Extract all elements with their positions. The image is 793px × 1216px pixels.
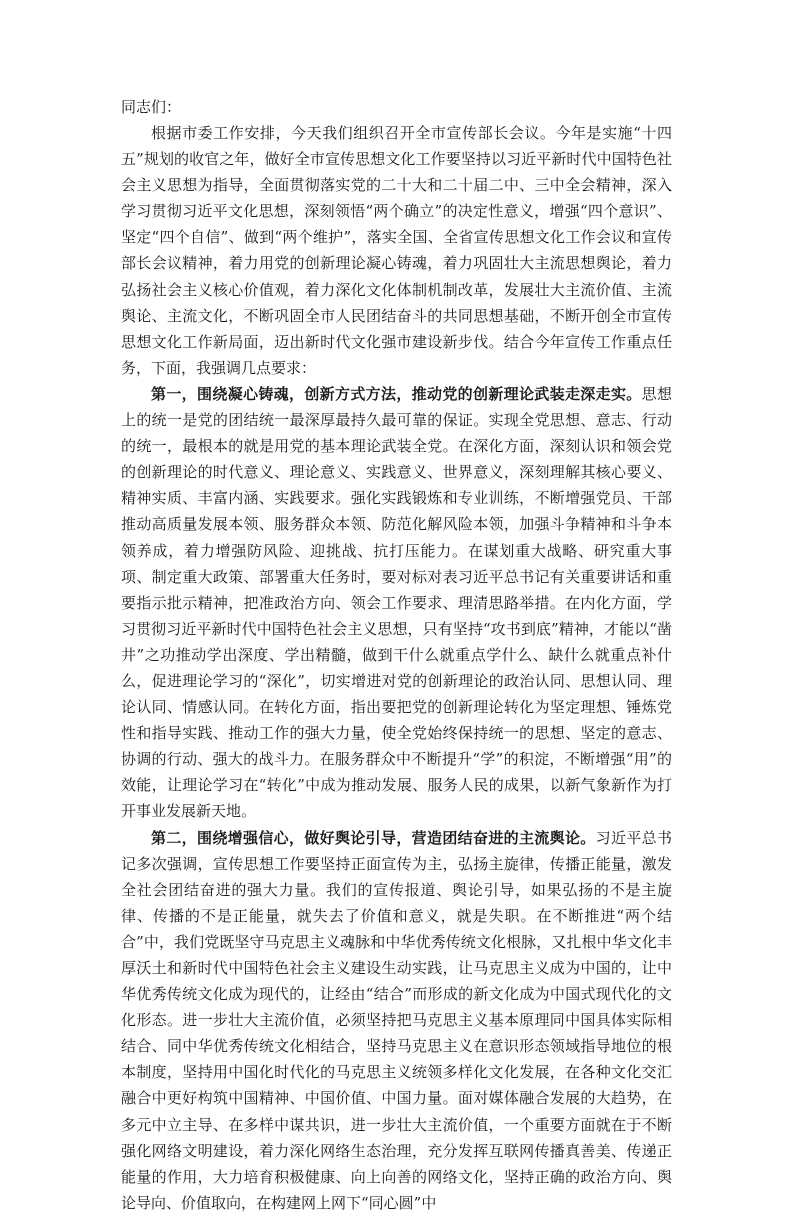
- salutation: 同志们：: [121, 98, 182, 116]
- section-two-body: 习近平总书记多次强调，宣传思想工作要坚持正面宣传为主，弘扬主旋律，传播正能量，激发全社会团结奋进的强大力量。我们的宣传报道、舆论引导，如果弘扬的不是主旋律、传播的不是正能量，就失去了价值和意义，就是失职。在不断推进“两个结合”中，我们党既坚守马克思主义魂脉和中华优秀传统文化根脉，又扎根中华文化丰厚沃土和新时代中国特色社会主义建设生动实践，让马克思主义成为中国的，让中华优秀传统文化成为现代的，让经由“结合”而形成的新文化成为中国式现代化的文化形态。进一步壮大主流价值，必须坚持把马克思主义基本原理同中国具体实际相结合、同中华优秀传统文化相结合，坚持马克思主义在意识形态领域指导地位的根本制度，坚持用中国化时代化的马克思主义统领多样化文化发展，在各种文化交汇融合中更好构筑中国精神、中国价值、中国力量。面对媒体融合发展的大趋势，在多元中立主导、在多样中谋共识，进一步壮大主流价值，一个重要方面就在于不断强化网络文明建设，着力深化网络生态治理，充分发挥互联网传播真善美、传递正能量的作用，大力培育积极健康、向上向善的网络文化，坚持正确的政治方向、舆论导向、价值取向，在构建网上网下“同心圆”中: [121, 828, 672, 1212]
- section-one-body: 思想上的统一是党的团结统一最深厚最持久最可靠的保证。实现全党思想、意志、行动的统一，最根本的就是用党的基本理论武装全党。在深化方面，深刻认识和领会党的创新理论的时代意义、理论意义、实践意义、世界意义，深刻理解其核心要义、精神实质、丰富内涵、实践要求。强化实践锻炼和专业训练，不断增强党员、干部推动高质量发展本领、服务群众本领、防范化解风险本领，加强斗争精神和斗争本领养成，着力增强防风险、迎挑战、抗打压能力。在谋划重大战略、研究重大事项、制定重大政策、部署重大任务时，要对标对表习近平总书记有关重要讲话和重要指示批示精神，把准政治方向、领会工作要求、理清思路举措。在内化方面，学习贯彻习近平新时代中国特色社会主义思想，只有坚持“攻书到底”精神，才能以“凿井”之功推动学出深度、学出精髓，做到干什么就重点学什么、缺什么就重点补什么，促进理论学习的“深化”，切实增进对党的创新理论的政治认同、思想认同、理论认同、情感认同。在转化方面，指出要把党的创新理论转化为坚定理想、锤炼党性和指导实践、推动工作的强大力量，使全党始终保持统一的思想、坚定的意志、协调的行动、强大的战斗力。在服务群众中不断提升“学”的积淀，不断增强“用”的效能，让理论学习在“转化”中成为推动发展、服务人民的成果，以新气象新作为打开事业发展新天地。: [121, 384, 672, 821]
- section-one-paragraph: [121, 381, 672, 825]
- document-page: [121, 94, 672, 1216]
- intro-paragraph-text: 根据市委工作安排，今天我们组织召开全市宣传部长会议。今年是实施“十四五”规划的收官之年，做好全市宣传思想文化工作要坚持以习近平新时代中国特色社会主义思想为指导，全面贯彻落实党的二十大和二十届二中、三中全会精神，深入学习贯彻习近平文化思想，深刻领悟“两个确立”的决定性意义，增强“四个意识”、坚定“四个自信”、做到“两个维护”，落实全国、全省宣传思想文化工作会议和宣传部长会议精神，着力用党的创新理论凝心铸魂，着力巩固壮大主流思想舆论，着力弘扬社会主义核心价值观，着力深化文化体制机制改革，发展壮大主流价值、主流舆论、主流文化，不断巩固全市人民团结奋斗的共同思想基础，不断开创全市宣传思想文化工作新局面，迈出新时代文化强市建设新步伐。结合今年宣传工作重点任务，下面，我强调几点要求：: [121, 124, 672, 377]
- section-two-paragraph: [121, 825, 672, 1216]
- intro-paragraph: [121, 120, 672, 381]
- section-two-heading: 第二，围绕增强信心，做好舆论引导，营造团结奋进的主流舆论。: [151, 828, 596, 847]
- section-one-heading: 第一，围绕凝心铸魂，创新方式方法，推动党的创新理论武装走深走实。: [151, 384, 642, 403]
